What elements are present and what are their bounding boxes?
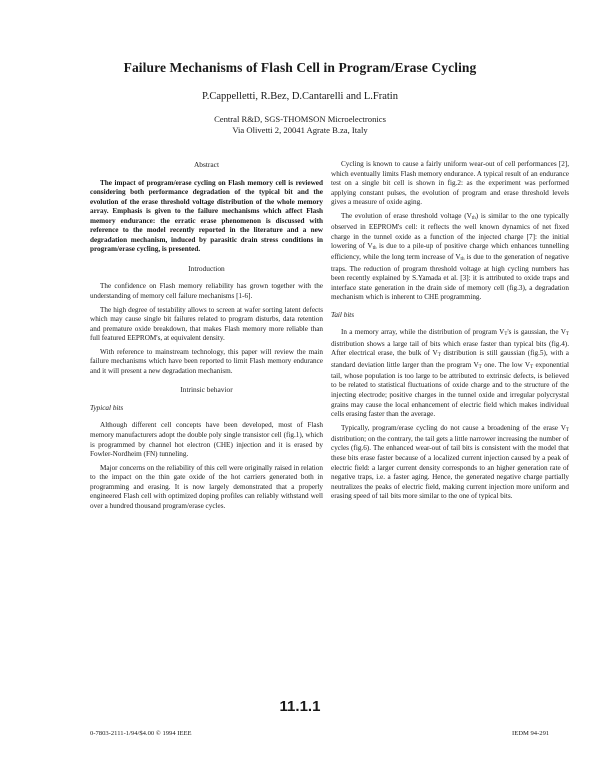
author-list: P.Cappelletti, R.Bez, D.Cantarelli and L.Fratin	[202, 91, 398, 102]
tail-bits-subheading: Tail bits	[331, 310, 355, 319]
typical-bits-paragraph-1: Although different cell concepts have been developed, most of Flash memory manufacturers adopt the double poly single transistor cell (fig.1), which is programmed by channel hot electron (CHE) injection and it is erased by Fowler-Nordheim (FN) tunneling.	[90, 421, 323, 459]
proceedings-code: IEDM 94-291	[512, 730, 550, 737]
paper-title: Failure Mechanisms of Flash Cell in Program/Erase Cycling	[123, 60, 477, 75]
abstract-paragraph: The impact of program/erase cycling on Flash memory cell is reviewed considering both performance degradation of the typical bit and the evolution of the erase threshold voltage distribution of the whole memory array. Emphasis is given to the failure mechanisms which affect Flash memory endurance: the erratic erase phenomenon is discussed with reference to the model recently reported in the literature and a new degradation mechanism, induced by parasitic drain stress conditions in program/erase cycling, is presented.	[90, 178, 323, 254]
left-column	[90, 160, 323, 515]
intro-paragraph-3: With reference to mainstream technology, this paper will review the main failure mechanisms which have been reported to limit Flash memory endurance and it will present a new degradation mechanism.	[90, 347, 323, 375]
cycling-paragraph: Cycling is known to cause a fairly uniform wear-out of cell performances [2], which eventually limits Flash memory endurance. A typical result of an endurance test on a single bit cell is shown in fig.2: as the experiment was performed applying constant pulses, the evolution of program and erase threshold levels gives a measure of oxide aging.	[331, 160, 569, 207]
typical-bits-subheading: Typical bits	[90, 403, 124, 412]
abstract-heading: Abstract	[193, 160, 220, 169]
right-column	[331, 160, 569, 506]
typical-bits-paragraph-2: Major concerns on the reliability of this cell were originally raised in relation to the impact on the thin gate oxide of the hot carriers generated both in programming and erasing. It is now largely demonstrated that a properly engineered Flash cell with optimized doping profiles can reliably withstand well over a hundred thousand program/erase cycles.	[90, 463, 323, 510]
intro-paragraph-2: The high degree of testability allows to screen at wafer sorting latent defects which may cause single bit failures related to program disturbs, data retention and premature oxide breakdown, that makes Flash memory more reliable than full featured EEPROM's, at equivalent density.	[90, 305, 323, 343]
page-number: 11.1.1	[279, 698, 321, 715]
intrinsic-behavior-heading: Intrinsic behavior	[180, 385, 233, 395]
affiliation-line-1: Central R&D, SGS-THOMSON Microelectronics	[214, 114, 386, 124]
affiliation-line-2: Via Olivetti 2, 20041 Agrate B.za, Italy	[232, 125, 368, 135]
erase-threshold-paragraph: The evolution of erase threshold voltage (Vth) is similar to the one typically observed in EEPROM's cell: it reflects the well known dynamics of net fixed charge in the tunnel oxide as a function of the injected charge [7]: the initial lowering of Vth is due to a pile-up of positive charge which enhances tunnelling efficiency, while the long term increase of Vth is due to the generation of negative traps. The reduction of program threshold voltage at high cycling numbers has been recently explained by S.Yamada et al. [3]: it is attributed to oxide traps and interface state generation in the drain side of memory cell (fig.3), a degradation mechanism which is inherent to CHE programming.	[331, 211, 569, 302]
copyright-code: 0-7803-2111-1/94/$4.00 © 1994 IEEE	[90, 730, 192, 737]
tail-bits-paragraph-2: Typically, program/erase cycling do not cause a broadening of the erase VT distribution; on the contrary, the tail gets a little narrower increasing the number of cycles (fig.6). The enhanced wear-out of tail bits is consistent with the model that these bits erase faster because of a localized current injection caused by a peak of electric field: a larger current density corresponds to an higher generation rate of negative traps, i.e. a faster aging. Hence, the generated negative charge partially neutralizes the peaks of electric field, making current injection more uniform and erasing speed of tail bits more similar to the one of typical bits.	[331, 423, 569, 501]
intro-paragraph-1: The confidence on Flash memory reliability has grown together with the understanding of memory cell failure mechanisms [1-6].	[90, 282, 323, 301]
tail-bits-paragraph-1: In a memory array, while the distribution of program VT's is gaussian, the VT distribution shows a large tail of bits which erase faster than typical bits (fig.4). After electrical erase, the bulk of VT distribution is still gaussian (fig.5), with a standard deviation little larger than the program VT one. The low VT exponential tail, whose population is too large to be attributed to extrinsic defects, is believed to be related to statistical fluctuations of oxide charge and to the structure of the injecting electrode; positive charges in the tunnel oxide and irregular polycrystal grains may cause the local enhancement of electric field which makes individual cells erasing faster than the average.	[331, 328, 570, 419]
introduction-heading: Introduction	[188, 263, 225, 273]
